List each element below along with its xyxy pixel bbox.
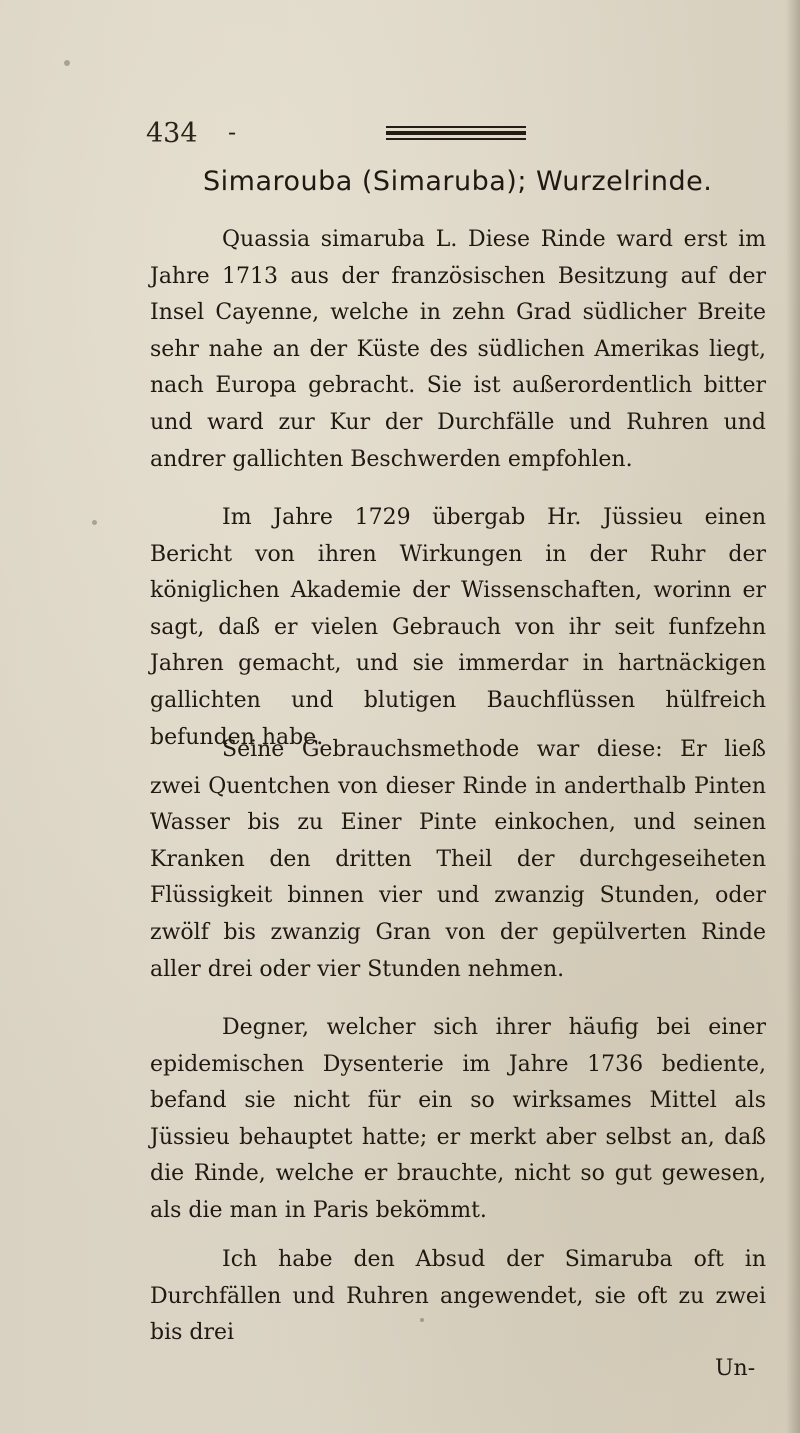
page-number: 434 [146, 118, 198, 149]
paragraph-2 [150, 500, 766, 756]
paper-speck [64, 60, 70, 66]
header-separator: - [228, 118, 237, 146]
paragraph-5 [150, 1242, 766, 1352]
paragraph-1 [150, 222, 766, 478]
ornamental-rule [386, 126, 526, 143]
paragraph-text: Ich habe den Absud der Simaruba oft in Durchfällen und Ruhren angewendet, sie oft zu zwei bis drei [150, 1247, 766, 1346]
paragraph-text: Im Jahre 1729 übergab Hr. Jüssieu einen Bericht von ihren Wirkungen in der Ruhr der königlichen Akademie der Wissenschaften, worinn er sagt, daß er vielen Gebrauch von ihr seit funfzehn Jahren gemacht, und sie immerdar in hartnäckigen gallichten und blutigen Bauchflüssen hülfreich befunden habe. [150, 505, 766, 750]
page-edge-shadow [786, 0, 800, 1433]
paragraph-text: Seine Gebrauchsmethode war diese: Er ließ zwei Quentchen von dieser Rinde in anderthalb Pinten Wasser bis zu Einer Pinte einkochen, und seinen Kranken den dritten Theil der durchgeseiheten Flüssigkeit binnen vier und zwanzig Stunden, oder zwölf bis zwanzig Gran von der gepülverten Rinde aller drei oder vier Stunden nehmen. [150, 737, 766, 982]
paragraph-text: Degner, welcher sich ihrer häufig bei einer epidemischen Dysenterie im Jahre 1736 bediente, befand sie nicht für ein so wirksames Mittel als Jüssieu behauptet hatte; er merkt aber selbst an, daß die Rinde, welche er brauchte, nicht so gut gewesen, als die man in Paris bekömmt. [150, 1015, 766, 1223]
section-title: Simarouba (Simaruba); Wurzelrinde. [203, 166, 713, 197]
paragraph-text: Quassia simaruba L. Diese Rinde ward erst im Jahre 1713 aus der französischen Besitzung auf der Insel Cayenne, welche in zehn Grad südlicher Breite sehr nahe an der Küste des südlichen Amerikas liegt, nach Europa gebracht. Sie ist außerordentlich bitter und ward zur Kur der Durchfälle und Ruhren und andrer gallichten Beschwerden empfohlen. [150, 227, 766, 472]
page-header [146, 118, 546, 158]
paragraph-4 [150, 1010, 766, 1230]
catchword: Un- [715, 1356, 756, 1381]
paper-speck [92, 520, 97, 525]
paragraph-3 [150, 732, 766, 988]
